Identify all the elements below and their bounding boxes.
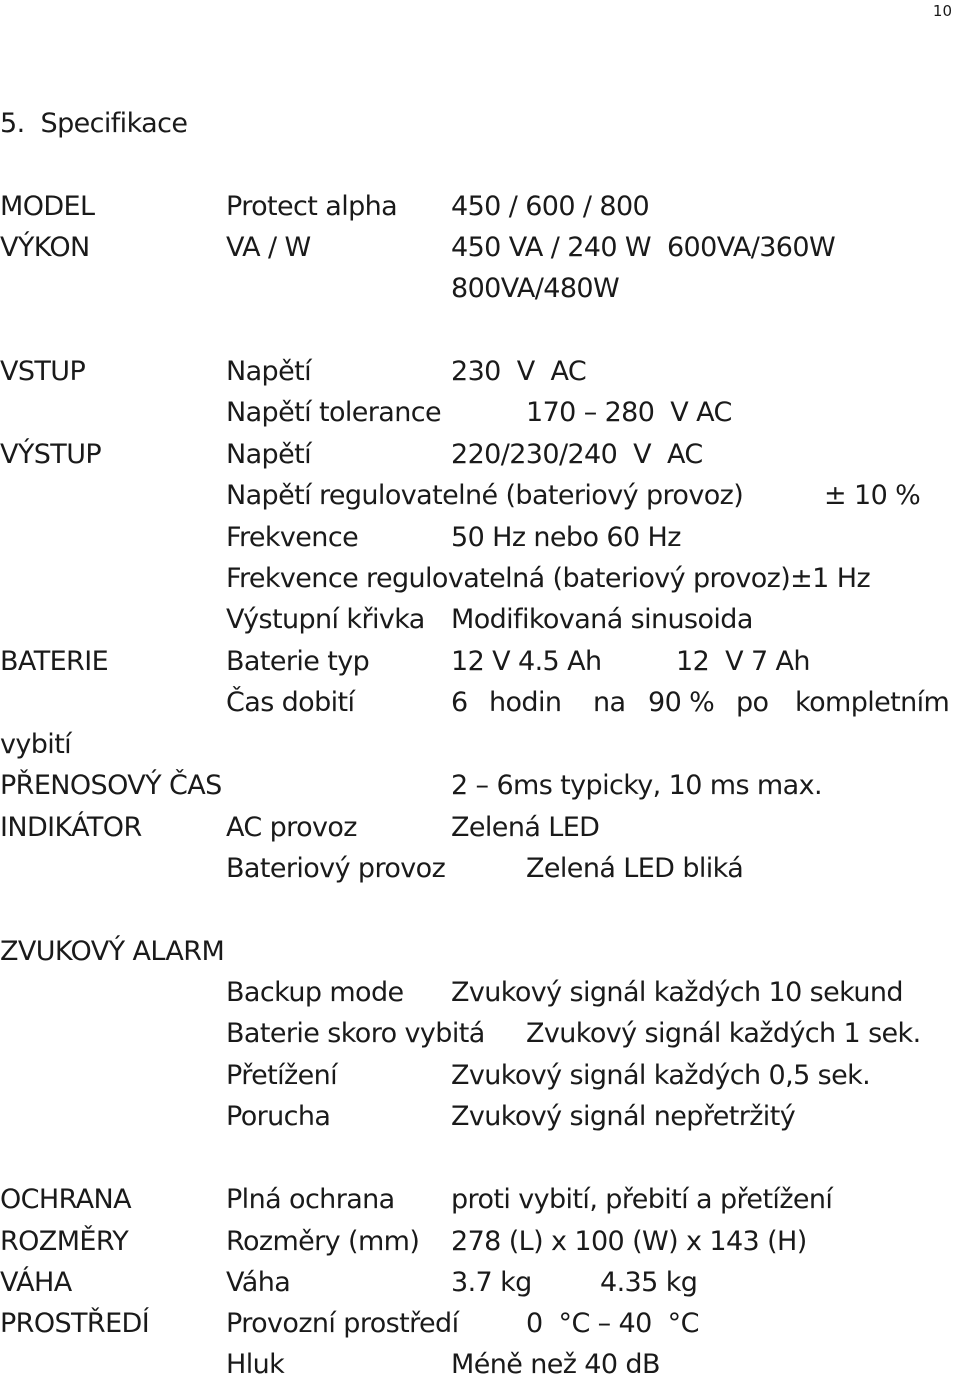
section-heading: 5. Specifikace	[0, 108, 188, 139]
model-name: Protect alpha	[226, 191, 398, 222]
dobiti-continuation: vybití	[0, 729, 72, 760]
dobiti-word-1: 6	[451, 687, 468, 718]
bateriovy-provoz-value: Zelená LED bliká	[526, 853, 744, 884]
krivka-value: Modifikovaná sinusoida	[451, 604, 753, 635]
rozmery-label: Rozměry (mm)	[226, 1226, 420, 1257]
label-rozmery: ROZMĚRY	[0, 1226, 129, 1257]
krivka-label: Výstupní křivka	[226, 604, 425, 635]
label-baterie: BATERIE	[0, 646, 109, 677]
porucha-label: Porucha	[226, 1101, 331, 1132]
vstup-tolerance-label: Napětí tolerance	[226, 397, 441, 428]
label-indikator: INDIKÁTOR	[0, 812, 142, 843]
backup-label: Backup mode	[226, 977, 404, 1008]
vstup-napeti-value: 230 V AC	[451, 356, 587, 387]
label-vykon: VÝKON	[0, 232, 90, 263]
ac-provoz-label: AC provoz	[226, 812, 357, 843]
ochrana-value: proti vybití, přebití a přetížení	[451, 1184, 833, 1215]
hluk-label: Hluk	[226, 1349, 285, 1380]
backup-value: Zvukový signál každých 10 sekund	[451, 977, 903, 1008]
label-prenos: PŘENOSOVÝ ČAS	[0, 770, 222, 801]
vystup-napeti-value: 220/230/240 V AC	[451, 439, 703, 470]
skoro-vybita-value: Zvukový signál každých 1 sek.	[526, 1018, 921, 1049]
dobiti-word-6: kompletním	[795, 687, 950, 718]
ac-provoz-value: Zelená LED	[451, 812, 600, 843]
porucha-value: Zvukový signál nepřetržitý	[451, 1101, 796, 1132]
dobiti-word-5: po	[736, 687, 769, 718]
prenos-value: 2 – 6ms typicky, 10 ms max.	[451, 770, 822, 801]
vystup-regulace-value: ± 10 %	[824, 480, 921, 511]
vystup-napeti-label: Napětí	[226, 439, 311, 470]
frekvence-label: Frekvence	[226, 522, 359, 553]
baterie-typ-value-2: 12 V 7 Ah	[676, 646, 810, 677]
skoro-vybita-label: Baterie skoro vybitá	[226, 1018, 485, 1049]
vstup-napeti-label: Napětí	[226, 356, 311, 387]
label-prostredi: PROSTŘEDÍ	[0, 1308, 150, 1339]
label-alarm: ZVUKOVÝ ALARM	[0, 936, 225, 967]
vaha-value-2: 4.35 kg	[600, 1267, 698, 1298]
pretizeni-label: Přetížení	[226, 1060, 338, 1091]
label-vaha: VÁHA	[0, 1267, 72, 1298]
label-model: MODEL	[0, 191, 95, 222]
dobiti-word-3: na	[593, 687, 626, 718]
prostredi-value: 0 °C – 40 °C	[526, 1308, 699, 1339]
pretizeni-value: Zvukový signál každých 0,5 sek.	[451, 1060, 871, 1091]
vykon-values: 450 VA / 240 W 600VA/360W	[451, 232, 836, 263]
frekvence-value: 50 Hz nebo 60 Hz	[451, 522, 681, 553]
vystup-regulace-label: Napětí regulovatelné (bateriový provoz)	[226, 480, 744, 511]
page-number: 10	[932, 2, 952, 20]
vstup-tolerance-value: 170 – 280 V AC	[526, 397, 732, 428]
baterie-typ-value-1: 12 V 4.5 Ah	[451, 646, 602, 677]
rozmery-value: 278 (L) x 100 (W) x 143 (H)	[451, 1226, 807, 1257]
dobiti-label: Čas dobití	[226, 687, 355, 718]
label-ochrana: OCHRANA	[0, 1184, 132, 1215]
dobiti-word-4: 90 %	[648, 687, 715, 718]
model-values: 450 / 600 / 800	[451, 191, 650, 222]
vaha-label: Váha	[226, 1267, 291, 1298]
label-vstup: VSTUP	[0, 356, 86, 387]
bateriovy-provoz-label: Bateriový provoz	[226, 853, 446, 884]
vykon-values-2: 800VA/480W	[451, 273, 620, 304]
baterie-typ-label: Baterie typ	[226, 646, 370, 677]
label-vystup: VÝSTUP	[0, 439, 102, 470]
vaha-value-1: 3.7 kg	[451, 1267, 532, 1298]
frekvence-regulace: Frekvence regulovatelná (bateriový provoz)±1 Hz	[226, 563, 871, 594]
hluk-value: Méně než 40 dB	[451, 1349, 660, 1380]
prostredi-label: Provozní prostředí	[226, 1308, 459, 1339]
vykon-unit: VA / W	[226, 232, 311, 263]
dobiti-word-2: hodin	[489, 687, 562, 718]
ochrana-label: Plná ochrana	[226, 1184, 395, 1215]
